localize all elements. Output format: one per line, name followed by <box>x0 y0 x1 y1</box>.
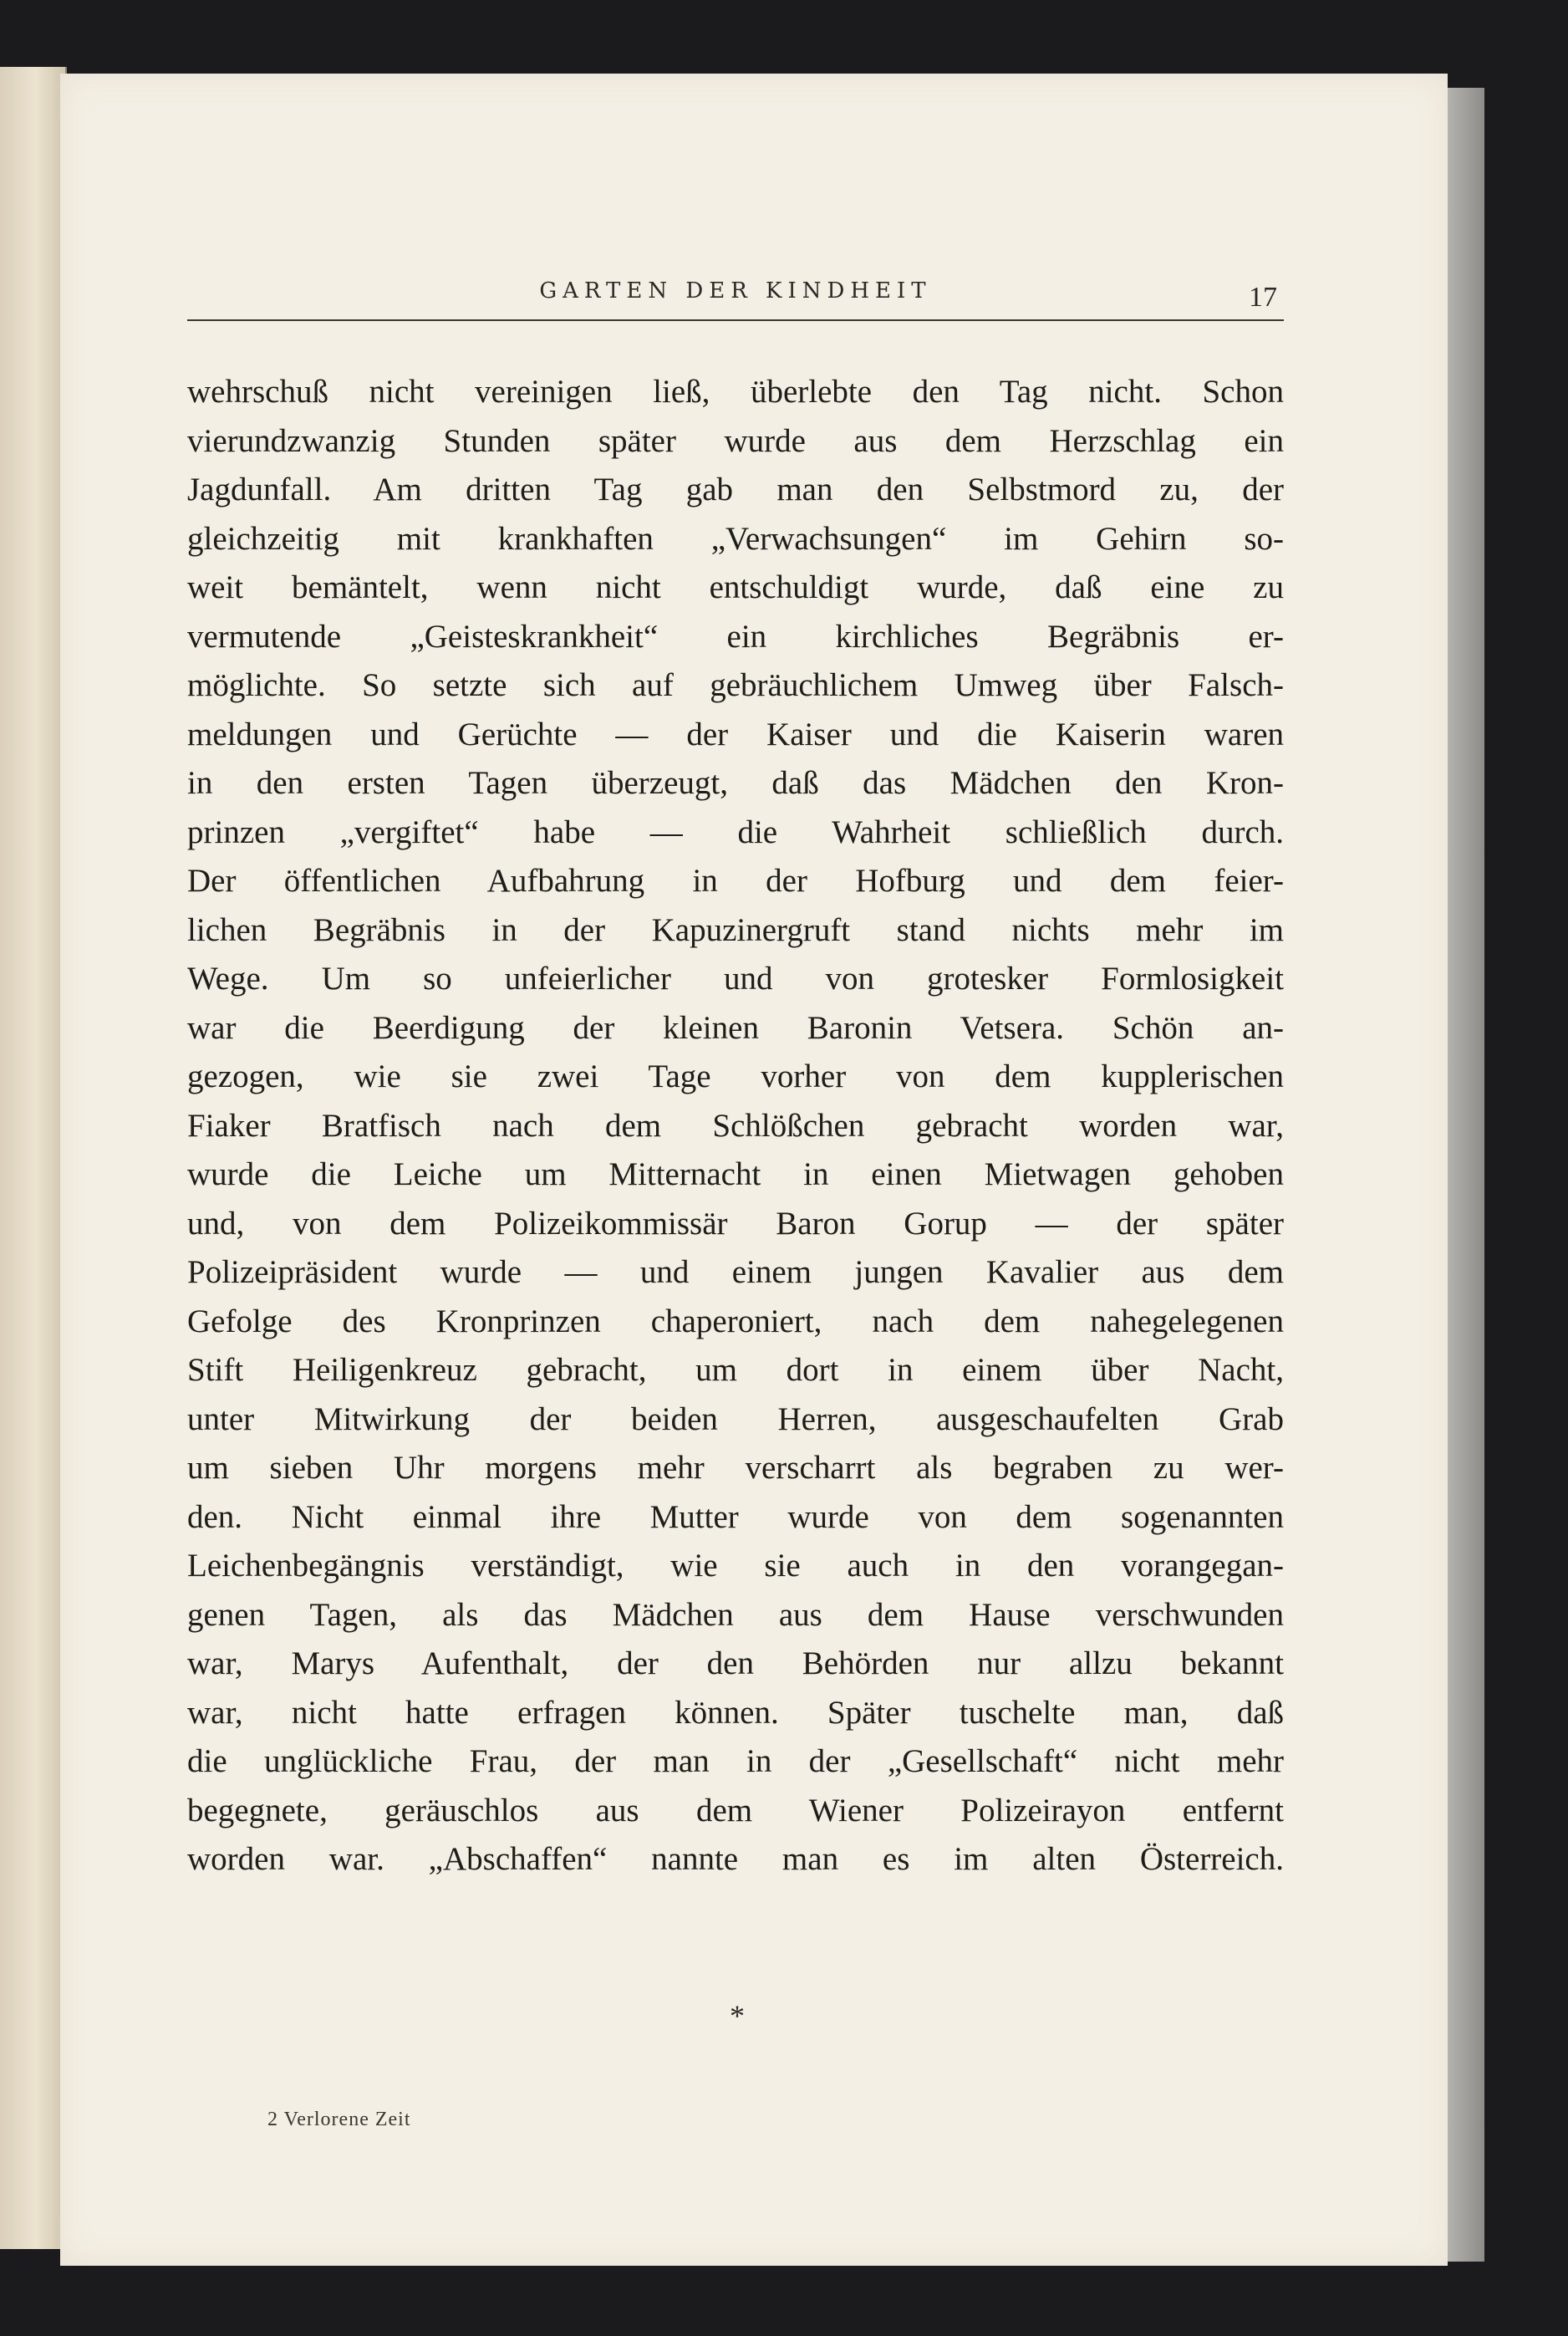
text-line: vierundzwanzig Stunden später wurde aus dem Herzschlag ein <box>187 422 1284 459</box>
text-line: war, nicht hatte erfragen können. Später tuschelte man, daß <box>187 1694 1284 1731</box>
text-line: gezogen, wie sie zwei Tage vorher von dem kupplerischen <box>187 1058 1284 1094</box>
text-line: wurde die Leiche um Mitternacht in einen Mietwagen gehoben <box>187 1156 1284 1192</box>
left-page-edge <box>0 67 67 2249</box>
text-line: Stift Heiligenkreuz gebracht, um dort in einem über Nacht, <box>187 1352 1284 1388</box>
book-cover-edge <box>1443 88 1484 2262</box>
text-line: Jagdunfall. Am dritten Tag gab man den Selbstmord zu, der <box>187 472 1284 507</box>
book-page <box>60 74 1448 2266</box>
body-text <box>187 368 1284 1885</box>
text-line: Wege. Um so unfeierlicher und von grotesker Formlosigkeit <box>187 961 1284 997</box>
text-line: war die Beerdigung der kleinen Baronin Vetsera. Schön an- <box>187 1009 1284 1046</box>
text-line: lichen Begräbnis in der Kapuzinergruft stand nichts mehr im <box>187 911 1284 948</box>
text-line: vermutende „Geisteskrankheit“ ein kirchliches Begräbnis er- <box>187 618 1284 655</box>
text-line: worden war. „Abschaffen“ nannte man es im alten Österreich. <box>187 1841 1284 1877</box>
text-line: prinzen „vergiftet“ habe — die Wahrheit schließlich durch. <box>187 814 1284 850</box>
text-line: Der öffentlichen Aufbahrung in der Hofburg und dem feier- <box>187 863 1284 899</box>
printer-signature: 2 Verlorene Zeit <box>267 2109 411 2130</box>
text-line: meldungen und Gerüchte — der Kaiser und die Kaiserin waren <box>187 716 1284 752</box>
text-line: Fiaker Bratfisch nach dem Schlößchen gebracht worden war, <box>187 1107 1284 1144</box>
text-line: in den ersten Tagen überzeugt, daß das Mädchen den Kron- <box>187 765 1284 801</box>
text-line: begegnete, geräuschlos aus dem Wiener Polizeirayon entfernt <box>187 1792 1284 1829</box>
text-line: weit bemäntelt, wenn nicht entschuldigt wurde, daß eine zu <box>187 569 1284 605</box>
section-break-asterisk: * <box>730 1999 745 2033</box>
text-line: möglichte. So setzte sich auf gebräuchlichem Umweg über Falsch- <box>187 667 1284 703</box>
text-line: wehrschuß nicht vereinigen ließ, überlebte den Tag nicht. Schon <box>187 374 1284 410</box>
text-line: und, von dem Polizeikommissär Baron Gorup — der später <box>187 1205 1284 1242</box>
running-head <box>187 274 1284 321</box>
text-line: genen Tagen, als das Mädchen aus dem Hause verschwunden <box>187 1596 1284 1633</box>
text-line: war, Marys Aufenthalt, der den Behörden nur allzu bekannt <box>187 1645 1284 1681</box>
text-line: Polizeipräsident wurde — und einem jungen Kavalier aus dem <box>187 1254 1284 1290</box>
text-line: Leichenbegängnis verständigt, wie sie auch in den vorangegan- <box>187 1548 1284 1584</box>
text-line: gleichzeitig mit krankhaften „Verwachsungen“ im Gehirn so- <box>187 520 1284 557</box>
text-line: Gefolge des Kronprinzen chaperoniert, nach dem nahegelegenen <box>187 1303 1284 1339</box>
text-line: die unglückliche Frau, der man in der „Gesellschaft“ nicht mehr <box>187 1743 1284 1779</box>
page-number: 17 <box>1249 282 1277 313</box>
text-line: den. Nicht einmal ihre Mutter wurde von dem sogenannten <box>187 1498 1284 1535</box>
text-line: um sieben Uhr morgens mehr verscharrt als begraben zu wer- <box>187 1450 1284 1486</box>
text-line: unter Mitwirkung der beiden Herren, ausgeschaufelten Grab <box>187 1400 1284 1437</box>
running-head-title: GARTEN DER KINDHEIT <box>539 278 932 303</box>
